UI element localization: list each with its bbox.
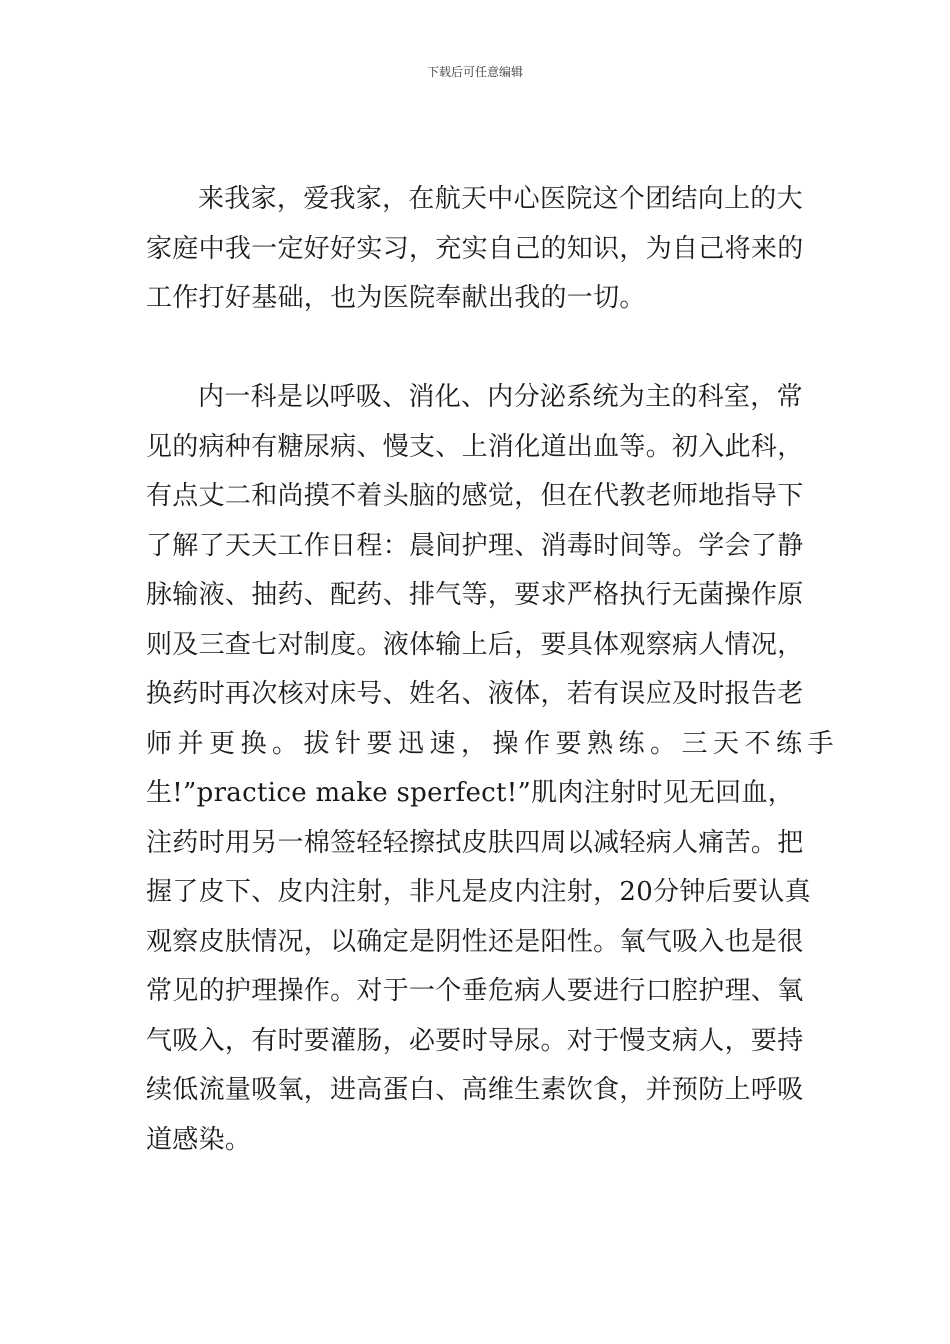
- text-line: 脉输液、抽药、配药、排气等，要求严格执行无菌操作原: [146, 580, 804, 610]
- text-line: 观察皮肤情况，以确定是阴性还是阳性。氧气吸入也是很: [146, 926, 804, 957]
- text-line: 气吸入，有时要灌肠，必要时导尿。对于慢支病人，要持: [146, 1025, 804, 1056]
- text-line: 见的病种有糖尿病、慢支、上消化道出血等。初入此科，: [146, 431, 804, 462]
- body-paragraph: [146, 373, 840, 1165]
- text-line: 则及三查七对制度。液体输上后，要具体观察病人情况，: [146, 629, 804, 660]
- text-line: 换药时再次核对床号、姓名、液体，若有误应及时报告老: [146, 679, 804, 709]
- text-line: 了解了天天工作日程：晨间护理、消毒时间等。学会了静: [146, 530, 804, 561]
- text-line: 来我家，爱我家，在航天中心医院这个团结向上的大: [198, 184, 803, 214]
- page-header: 下载后可任意编辑: [426, 65, 523, 79]
- text-line: 生!”practice make sperfect!”肌肉注射时见无回血，: [146, 778, 795, 808]
- text-line: 有点丈二和尚摸不着头脑的感觉，但在代教老师地指导下: [146, 481, 804, 511]
- text-line: 续低流量吸氧，进高蛋白、高维生素饮食，并预防上呼吸: [146, 1075, 804, 1105]
- text-line: 道感染。: [146, 1124, 252, 1155]
- text-line: 握了皮下、皮内注射，非凡是皮内注射，20分钟后要认真: [146, 877, 811, 907]
- text-line: 注药时用另一棉签轻轻擦拭皮肤四周以减轻病人痛苦。把: [146, 827, 804, 858]
- text-line: 常见的护理操作。对于一个垂危病人要进行口腔护理、氧: [146, 976, 804, 1006]
- text-line: 师并更换。拔针要迅速，操作要熟练。三天不练手: [146, 728, 840, 759]
- text-line: 内一科是以呼吸、消化、内分泌系统为主的科室，常: [198, 382, 803, 412]
- body-paragraph: [146, 175, 806, 324]
- text-line: 工作打好基础，也为医院奉献出我的一切。: [146, 283, 646, 313]
- text-line: 家庭中我一定好好实习，充实自己的知识，为自己将来的: [146, 233, 804, 264]
